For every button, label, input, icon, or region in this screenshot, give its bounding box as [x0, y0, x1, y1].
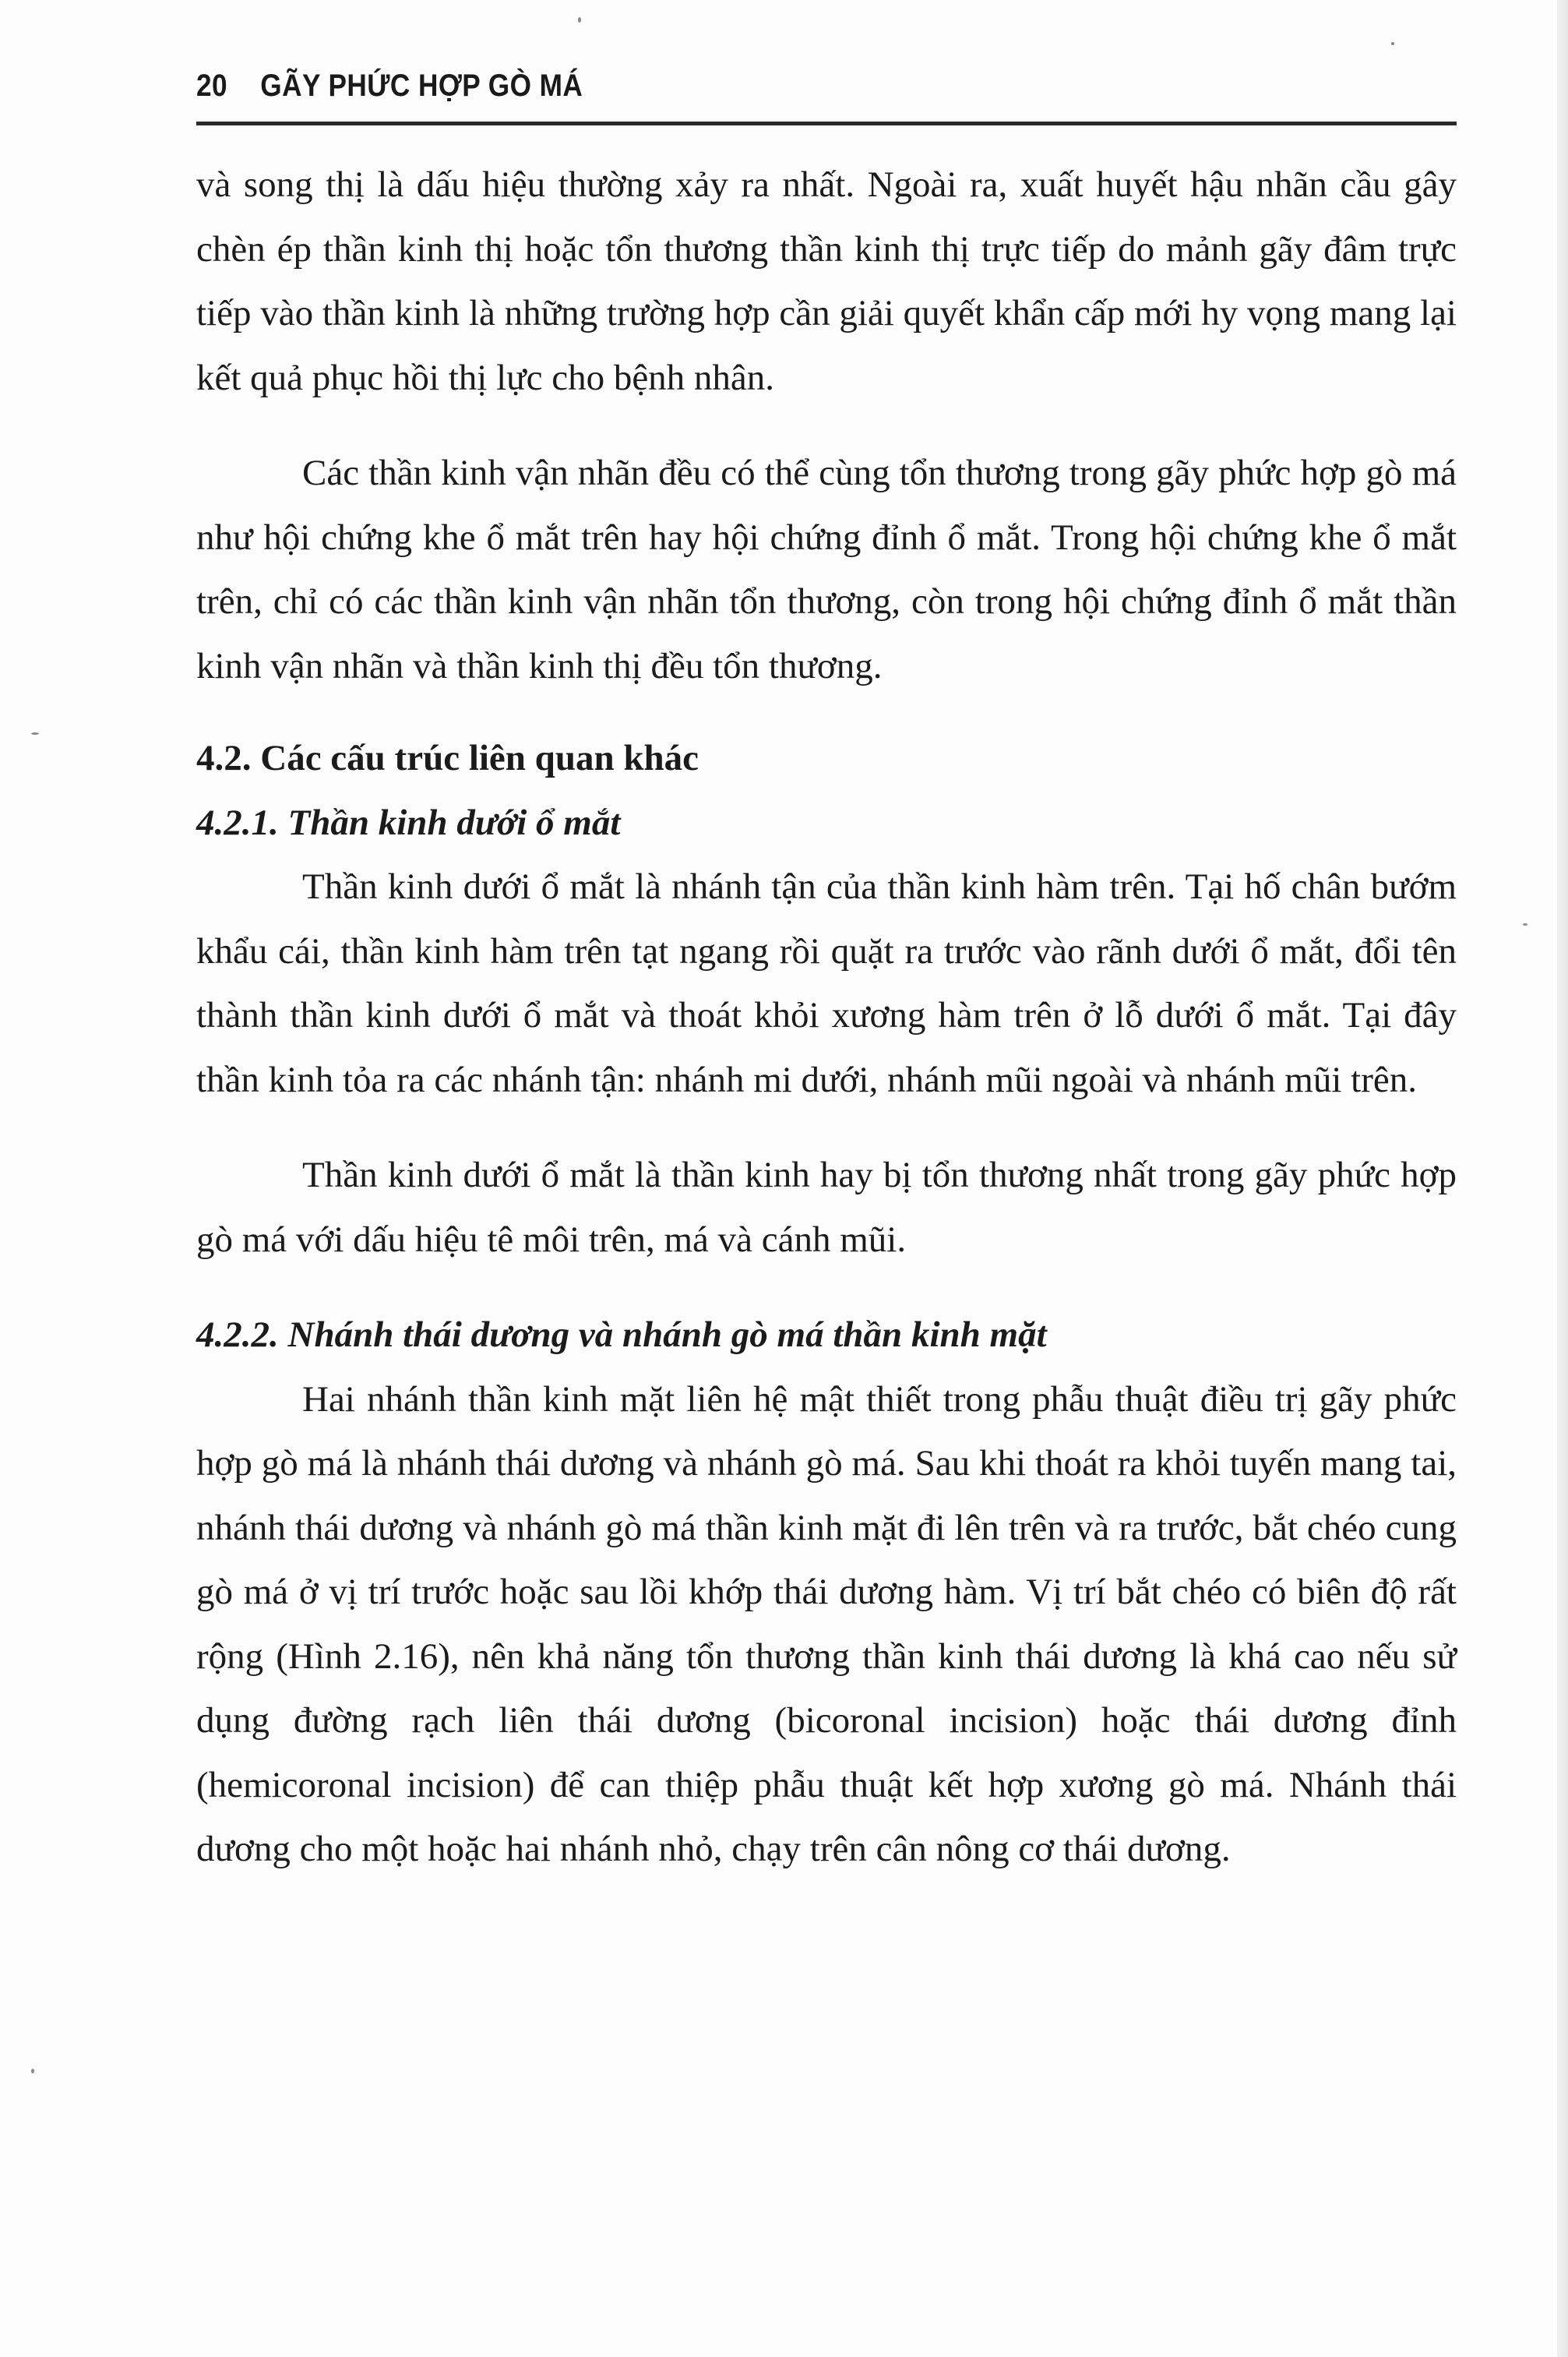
subsection-heading-4-2-1: 4.2.1. Thần kinh dưới ổ mắt [196, 802, 621, 843]
running-head [196, 69, 1305, 125]
scan-speck [1523, 923, 1527, 926]
paragraph: Thần kinh dưới ổ mắt là thần kinh hay bị tổn thương nhất trong gãy phức hợp gò má với dấu hiệu tê môi trên, má và cánh mũi. [196, 1155, 1457, 1260]
subsection-heading-4-2-2: 4.2.2. Nhánh thái dương và nhánh gò má thần kinh mặt [196, 1314, 1047, 1355]
paragraph: Thần kinh dưới ổ mắt là nhánh tận của thần kinh hàm trên. Tại hố chân bướm khẩu cái, thần kinh hàm trên tạt ngang rồi quặt ra trước vào rãnh dưới ổ mắt, đổi tên thành thần kinh dưới ổ mắt và thoát khỏi xương hàm trên ở lỗ dưới ổ mắt. Tại đây thần kinh tỏa ra các nhánh tận: nhánh mi dưới, nhánh mũi ngoài và nhánh mũi trên. [196, 866, 1457, 1100]
section-heading-4-2: 4.2. Các cấu trúc liên quan khác [196, 738, 699, 778]
scan-speck [1391, 42, 1394, 45]
page-number: 20 [196, 69, 228, 103]
header-rule [196, 122, 1457, 125]
scan-speck [31, 2069, 34, 2073]
paragraph: Hai nhánh thần kinh mặt liên hệ mật thiết trong phẫu thuật điều trị gãy phức hợp gò má là nhánh thái dương và nhánh gò má. Sau khi thoát ra khỏi tuyến mang tai, nhánh thái dương và nhánh gò má thần kinh mặt đi lên trên và ra trước, bắt chéo cung gò má ở vị trí trước hoặc sau lồi khớp thái dương hàm. Vị trí bắt chéo có biên độ rất rộng (Hình 2.16), nên khả năng tổn thương thần kinh thái dương là khá cao nếu sử dụng đường rạch liên thái dương (bicoronal incision) hoặc thái dương đỉnh (hemicoronal incision) để can thiệp phẫu thuật kết hợp xương gò má. Nhánh thái dương cho một hoặc hai nhánh nhỏ, chạy trên cân nông cơ thái dương. [196, 1378, 1457, 1869]
chapter-title: GÃY PHỨC HỢP GÒ MÁ [260, 69, 583, 103]
scan-speck [31, 732, 39, 735]
scan-speck [578, 17, 581, 23]
page-edge-shadow [1557, 0, 1568, 2357]
paragraph-continued: và song thị là dấu hiệu thường xảy ra nhất. Ngoài ra, xuất huyết hậu nhãn cầu gây chèn ép thần kinh thị hoặc tổn thương thần kinh thị trực tiếp do mảnh gãy đâm trực tiếp vào thần kinh là những trường hợp cần giải quyết khẩn cấp mới hy vọng mang lại kết quả phục hồi thị lực cho bệnh nhân. [196, 164, 1457, 398]
body-text [196, 153, 1457, 1882]
paragraph: Các thần kinh vận nhãn đều có thể cùng tổn thương trong gãy phức hợp gò má như hội chứng khe ổ mắt trên hay hội chứng đỉnh ổ mắt. Trong hội chứng khe ổ mắt trên, chỉ có các thần kinh vận nhãn tổn thương, còn trong hội chứng đỉnh ổ mắt thần kinh vận nhãn và thần kinh thị đều tổn thương. [196, 453, 1457, 686]
